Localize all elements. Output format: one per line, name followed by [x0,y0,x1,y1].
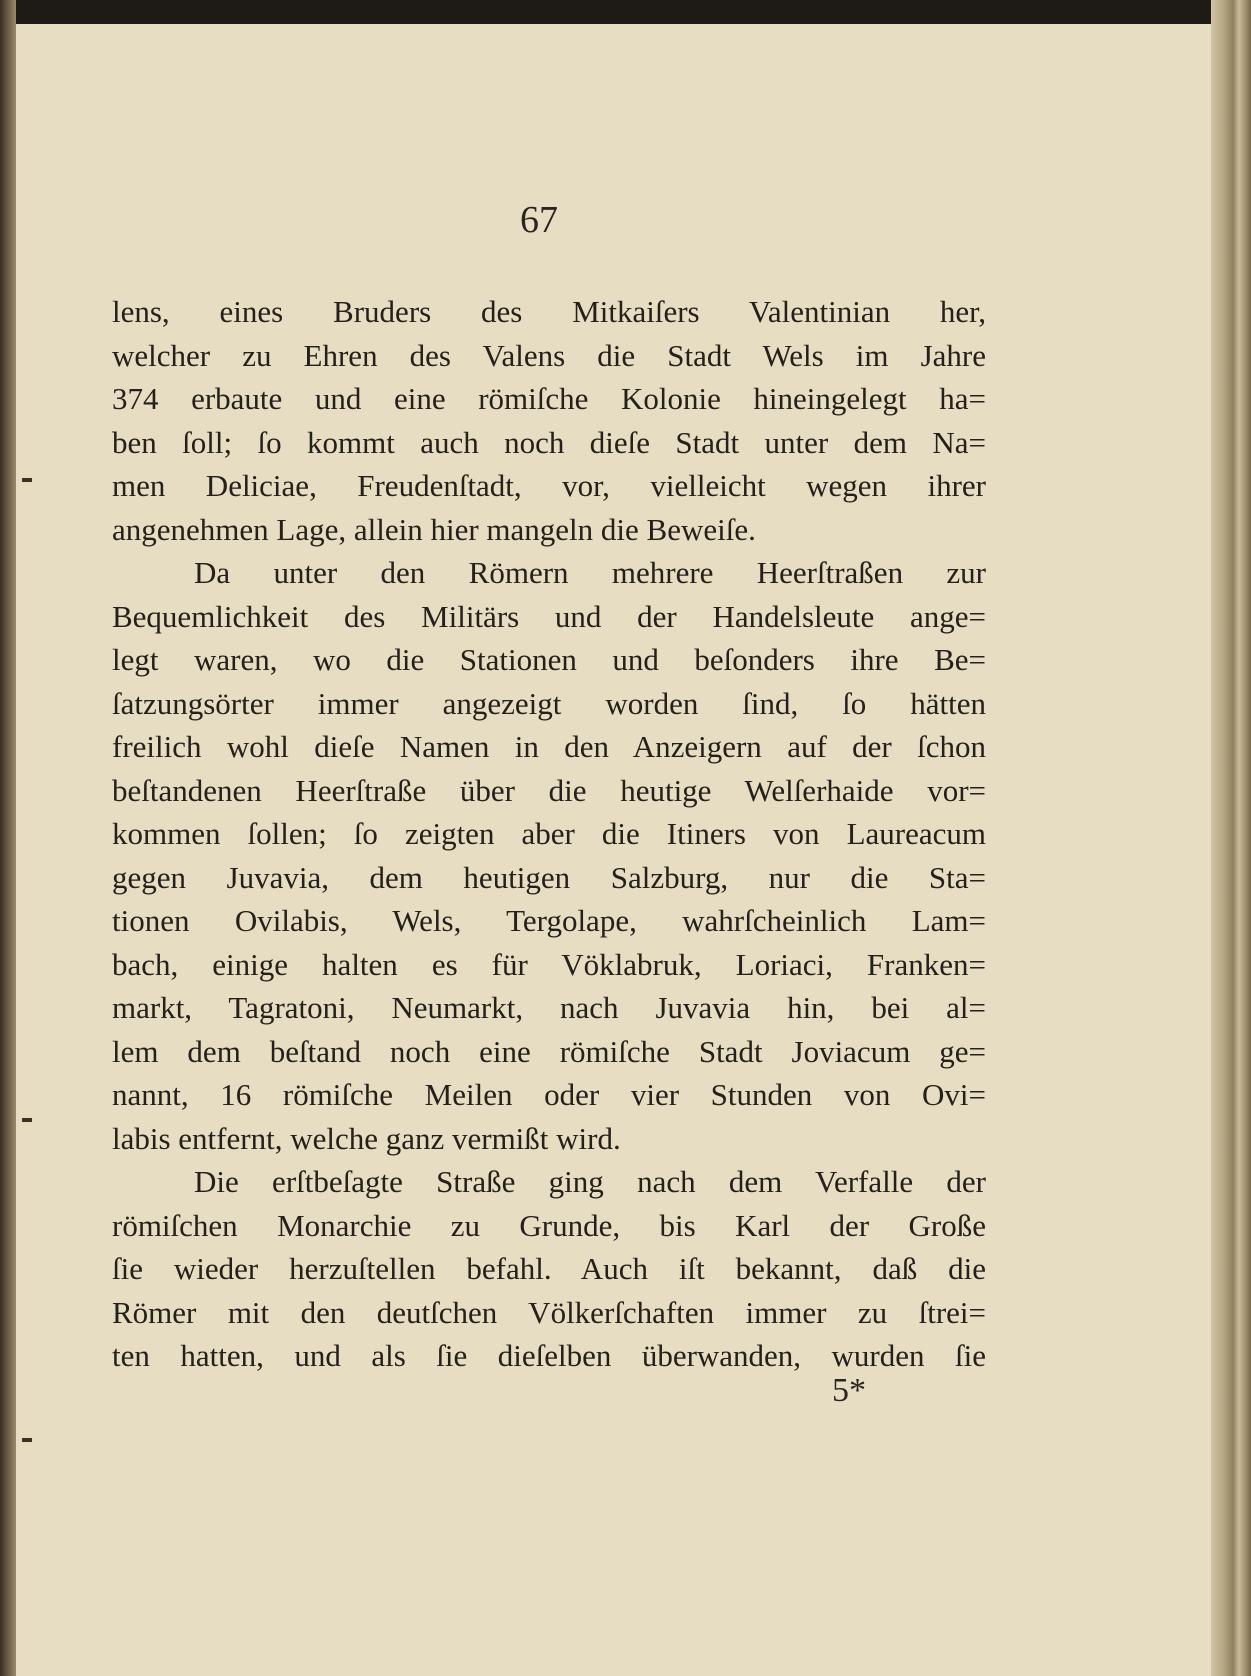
text-line: Römer mit den deutſchen Völkerſchaften immer zu ſtrei= [112,1294,986,1330]
text-line: legt waren, wo die Stationen und beſonders ihre Be= [112,642,986,677]
scan-border-left [0,0,16,1676]
text-line: Bequemlichkeit des Militärs und der Handelsleute ange= [112,598,986,634]
text-line: ſatzungsörter immer angezeigt worden ſind, ſo hätten [112,685,986,721]
text-line: ben ſoll; ſo kommt auch noch dieſe Stadt unter dem Na= [112,424,986,460]
body-text [112,290,986,1378]
text-line: Die erſtbeſagte Straße ging nach dem Verfalle der [194,1164,986,1199]
text-line: welcher zu Ehren des Valens die Stadt Wels im Jahre [112,337,986,373]
text-line: freilich wohl dieſe Namen in den Anzeigern auf der ſchon [112,729,986,764]
text-line: markt, Tagratoni, Neumarkt, nach Juvavia hin, bei al= [112,990,986,1025]
text-line: 374 erbaute und eine römiſche Kolonie hineingelegt ha= [112,381,986,416]
text-line: angenehmen Lage, allein hier mangeln die Beweiſe. [112,511,756,547]
signature-mark: 5* [832,1372,866,1409]
text-line: römiſchen Monarchie zu Grunde, bis Karl der Große [112,1207,986,1243]
margin-mark [22,1438,32,1442]
margin-mark [22,478,32,482]
text-line: bach, einige halten es für Vöklabruk, Loriaci, Franken= [112,946,986,982]
text-line: lens, eines Bruders des Mitkaiſers Valentinian her, [112,294,986,329]
text-line: kommen ſollen; ſo zeigten aber die Itiners von Laureacum [112,816,986,851]
margin-mark [22,1118,32,1122]
text-line: nannt, 16 römiſche Meilen oder vier Stunden von Ovi= [112,1077,986,1112]
text-line: ſie wieder herzuſtellen befahl. Auch iſt bekannt, daß die [112,1251,986,1286]
text-line: men Deliciae, Freudenſtadt, vor, vielleicht wegen ihrer [112,468,986,503]
book-fore-edge [1211,0,1251,1676]
scan-border-top [0,0,1251,24]
text-line: beſtandenen Heerſtraße über die heutige Welſerhaide vor= [112,772,986,808]
text-line: gegen Juvavia, dem heutigen Salzburg, nur die Sta= [112,859,986,895]
text-line: tionen Ovilabis, Wels, Tergolape, wahrſcheinlich Lam= [112,903,986,938]
text-line: ten hatten, und als ſie dieſelben überwanden, wurden ſie [112,1338,986,1373]
text-line: labis entfernt, welche ganz vermißt wird. [112,1120,621,1156]
text-line: lem dem beſtand noch eine römiſche Stadt Joviacum ge= [112,1033,986,1069]
page-number: 67 [520,199,558,241]
text-line: Da unter den Römern mehrere Heerſtraßen zur [194,555,986,590]
